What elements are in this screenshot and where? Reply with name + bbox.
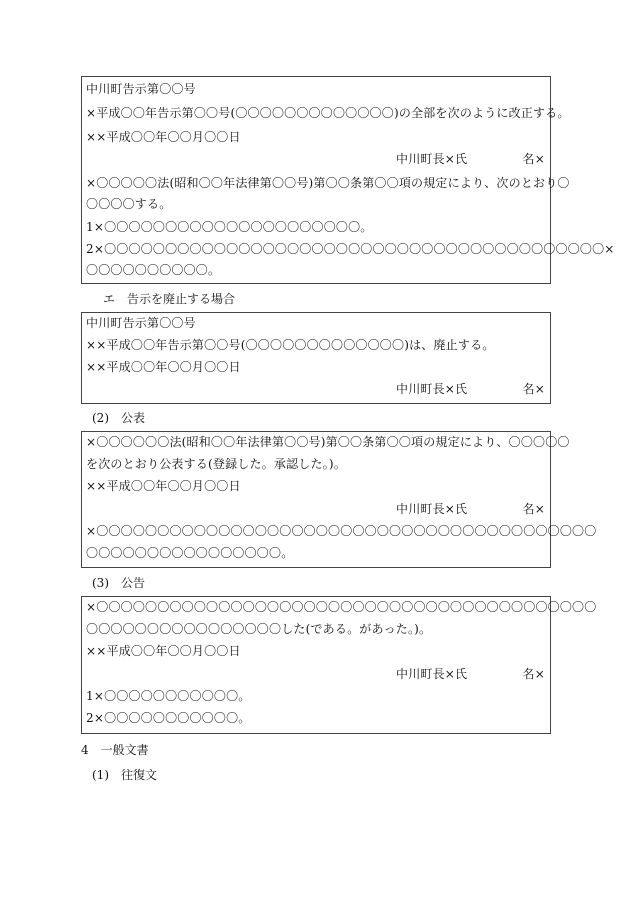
body-text-line2: 〇〇〇〇する。 <box>86 197 172 211</box>
publication-body-line1: ×〇〇〇〇〇〇〇〇〇〇〇〇〇〇〇〇〇〇〇〇〇〇〇〇〇〇〇〇〇〇〇〇〇〇〇〇〇〇〇〇〇 <box>86 524 597 538</box>
list-item-2-line1: 2×〇〇〇〇〇〇〇〇〇〇〇〇〇〇〇〇〇〇〇〇〇〇〇〇〇〇〇〇〇〇〇〇〇〇〇〇〇〇〇〇〇× <box>86 242 615 256</box>
list-item-1: 1×〇〇〇〇〇〇〇〇〇〇〇。 <box>86 689 251 703</box>
signer: 中川町長×氏 <box>396 152 468 166</box>
section-heading-3: (3) 公告 <box>92 576 145 590</box>
list-item-1: 1×〇〇〇〇〇〇〇〇〇〇〇〇〇〇〇〇〇〇〇〇〇。 <box>86 220 373 234</box>
notice-number: 中川町告示第〇〇号 <box>86 82 196 96</box>
announcement-box <box>81 596 597 734</box>
notice-abolish-box <box>81 312 551 404</box>
signer-name: 名× <box>522 667 545 681</box>
body-text-line1: ×〇〇〇〇〇法(昭和〇〇年法律第〇〇号)第〇〇条第〇〇項の規定により、次のとおり〇 <box>86 176 570 190</box>
notice-revision-box <box>81 76 615 284</box>
publication-body-line2: 〇〇〇〇〇〇〇〇〇〇〇〇〇〇〇〇。 <box>86 546 294 560</box>
section-heading-4: 4 一般文書 <box>81 743 149 757</box>
signer-name: 名× <box>522 382 545 396</box>
section-heading-2: (2) 公表 <box>92 411 145 425</box>
announcement-text-line2: 〇〇〇〇〇〇〇〇〇〇〇〇〇〇〇〇した(である。があった。)。 <box>86 622 432 636</box>
section-heading-4-1: (1) 往復文 <box>92 768 157 782</box>
signer-name: 名× <box>522 502 545 516</box>
publication-date: ××平成〇〇年〇〇月〇〇日 <box>86 479 241 493</box>
notice-date: ××平成〇〇年〇〇月〇〇日 <box>86 360 241 374</box>
publication-text-line2: を次のとおり公表する(登録した。承認した。)。 <box>86 457 346 471</box>
list-item-2: 2×〇〇〇〇〇〇〇〇〇〇〇。 <box>86 711 251 725</box>
notice-date: ××平成〇〇年〇〇月〇〇日 <box>86 130 241 144</box>
signer: 中川町長×氏 <box>396 382 468 396</box>
abolish-intro: ××平成〇〇年告示第〇〇号(〇〇〇〇〇〇〇〇〇〇〇〇〇)は、廃止する。 <box>86 338 495 352</box>
announcement-text-line1: ×〇〇〇〇〇〇〇〇〇〇〇〇〇〇〇〇〇〇〇〇〇〇〇〇〇〇〇〇〇〇〇〇〇〇〇〇〇〇〇〇〇 <box>86 600 597 614</box>
signer: 中川町長×氏 <box>396 502 468 516</box>
notice-number: 中川町告示第〇〇号 <box>86 316 196 330</box>
revision-intro: ×平成〇〇年告示第〇〇号(〇〇〇〇〇〇〇〇〇〇〇〇〇)の全部を次のように改正する。 <box>86 106 570 120</box>
signer-name: 名× <box>522 152 545 166</box>
publication-text-line1: ×〇〇〇〇〇〇法(昭和〇〇年法律第〇〇号)第〇〇条第〇〇項の規定により、〇〇〇〇〇 <box>86 435 570 449</box>
section-heading-e: エ 告示を廃止する場合 <box>103 292 236 306</box>
announcement-date: ××平成〇〇年〇〇月〇〇日 <box>86 644 241 658</box>
list-item-2-line2: 〇〇〇〇〇〇〇〇〇〇。 <box>86 263 221 277</box>
publication-box <box>81 431 597 568</box>
signer: 中川町長×氏 <box>396 667 468 681</box>
